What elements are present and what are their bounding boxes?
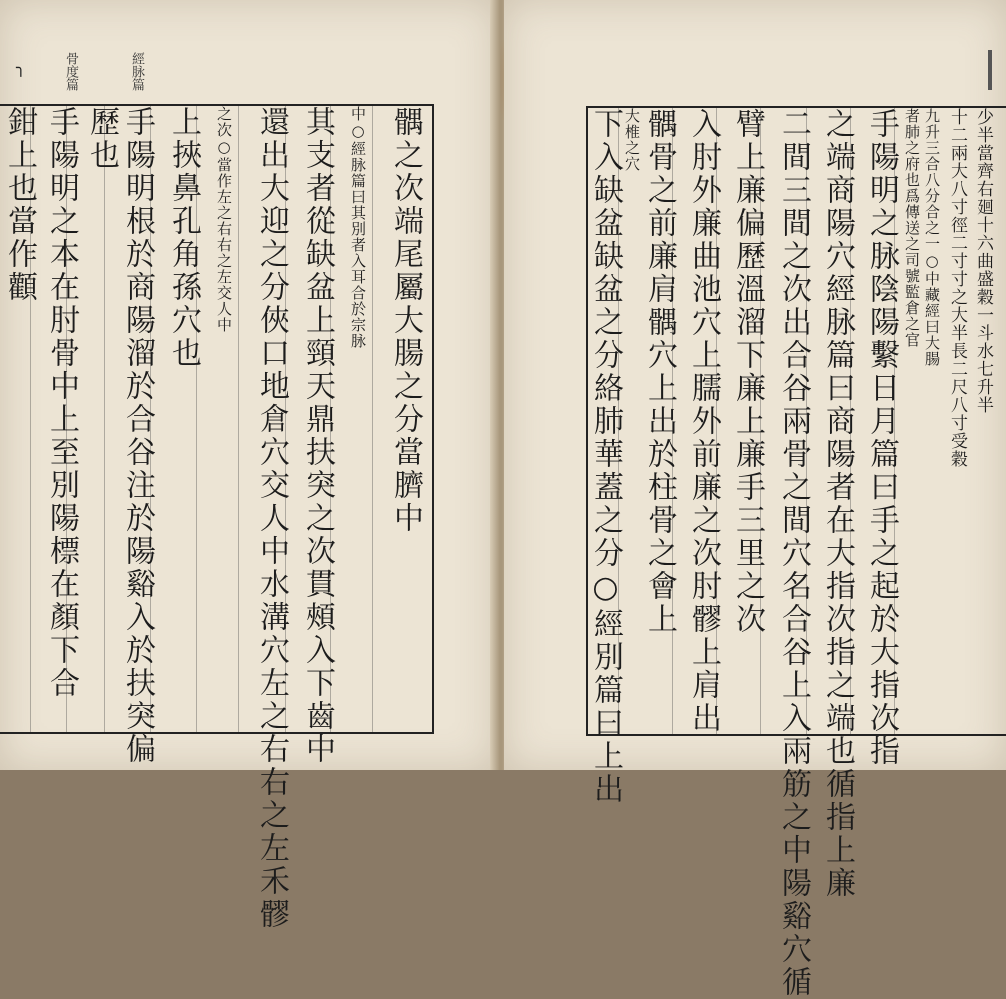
- text-column: 臂上廉偏歷溫溜下廉上廉手三里之次: [730, 108, 765, 636]
- annotation-column: 九升三合八分合之一○中藏經曰大腸: [923, 108, 941, 367]
- left-page: [0, 0, 496, 931]
- left-text-frame: [0, 104, 434, 931]
- text-column: 手陽明之脉陰陽繫日月篇曰手之起於大指次指: [864, 108, 899, 768]
- annotation-column: 中○經脉篇曰其別者入耳合於宗脉: [349, 106, 367, 349]
- text-column: 髃之次端尾屬大腸之分當臍中: [388, 106, 423, 535]
- column-rule: [238, 106, 239, 732]
- right-text-frame: [586, 106, 1006, 999]
- annotation-column: 之次○當作左之右右之左交人中: [215, 106, 233, 333]
- text-column: 二間三間之次出合谷兩骨之間穴名合谷上入兩筋之中陽谿穴循: [776, 108, 811, 999]
- text-column: 手陽明之本在肘骨中上至別陽標在顏下合: [44, 106, 79, 700]
- annotation-column: 大椎之穴: [623, 108, 641, 172]
- column-rule: [372, 106, 373, 732]
- text-column: 歷也: [84, 106, 119, 172]
- text-column: 髃骨之前廉肩髃穴上出於柱骨之會上: [642, 108, 677, 636]
- running-head-2: 經脉篇: [129, 52, 144, 91]
- edge-mark: [988, 50, 992, 90]
- annotation-column: 少半當齊右廻十六曲盛穀一斗水七升半: [973, 108, 993, 414]
- text-column: 之端商陽穴經脉篇曰商陽者在大指次指之端也循指上廉: [820, 108, 855, 900]
- annotation-column: 者肺之府也爲傳送之司號監倉之官: [903, 108, 921, 348]
- text-column: 手陽明根於商陽溜於合谷注於陽谿入於扶突偏: [120, 106, 155, 766]
- running-head-1: 骨度篇: [63, 52, 78, 91]
- margin-mark: ╮: [16, 58, 26, 77]
- text-column: 鉗上也當作顴: [2, 106, 37, 304]
- text-column: 下入缺盆缺盆之分絡肺華蓋之分○經別篇曰上出: [588, 108, 623, 806]
- annotation-column: 十二兩大八寸徑二寸寸之大半長二尺八寸受穀: [947, 108, 967, 468]
- text-column: 其支者從缺盆上頸天鼎扶突之次貫頰入下齒中: [300, 106, 335, 766]
- text-column: 還出大迎之分俠口地倉穴交人中水溝穴左之右右之左禾髎: [254, 106, 289, 931]
- text-column: 入肘外廉曲池穴上臑外前廉之次肘髎上肩出: [686, 108, 721, 735]
- text-column: 上挾鼻孔角孫穴也: [166, 106, 201, 370]
